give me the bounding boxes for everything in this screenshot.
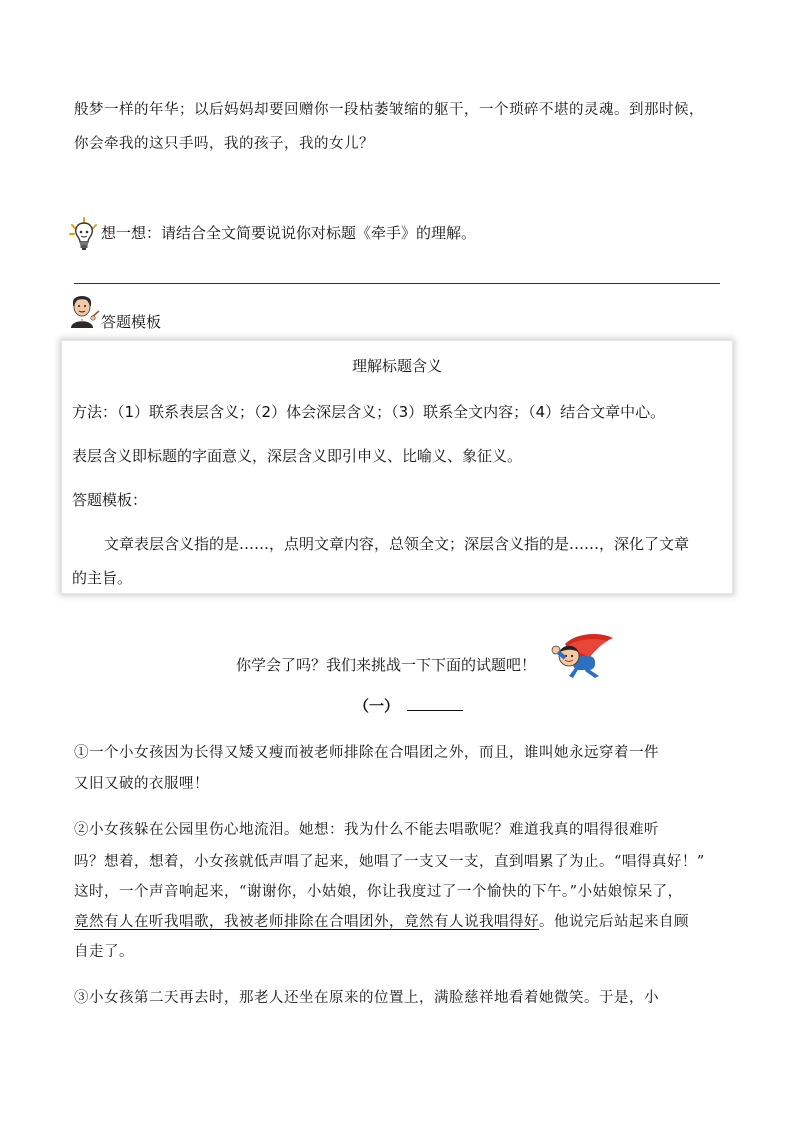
section-number: （一） bbox=[354, 697, 400, 715]
template-answer-line-2: 的主旨。 bbox=[72, 569, 133, 587]
teacher-avatar-icon bbox=[68, 292, 102, 328]
passage-p2-line-3: 这时，一个声音响起来，“谢谢你，小姑娘，你让我度过了一个愉快的下午。”小姑娘惊呆了， bbox=[74, 884, 683, 900]
passage-p2-line-4 bbox=[74, 912, 689, 932]
passage-p2-line-2: 吗？想着，想着，小女孩就低声唱了起来，她唱了一支又一支，直到唱累了为止。“唱得真好！” bbox=[74, 854, 705, 870]
passage-p1-line-1: ①一个小女孩因为长得又矮又瘦而被老师排除在合唱团之外，而且，谁叫她永远穿着一件 bbox=[74, 745, 659, 761]
intro-line-2: 你会牵我的这只手吗，我的孩子，我的女儿？ bbox=[74, 136, 374, 152]
template-header: 答题模板 bbox=[101, 313, 162, 331]
challenge-text: 你学会了吗？我们来挑战一下下面的试题吧！ bbox=[236, 656, 537, 674]
passage-p2-line-5: 自走了。 bbox=[74, 944, 134, 960]
title-blank[interactable] bbox=[407, 696, 463, 711]
passage-p1-line-2: 又旧又破的衣服哩！ bbox=[74, 776, 209, 792]
intro-line-1: 般梦一样的年华；以后妈妈却要回赠你一段枯萎皱缩的躯干，一个琐碎不堪的灵魂。到那时候， bbox=[74, 102, 704, 118]
passage-p2-line-4-rest: 。他说完后站起来自顾 bbox=[539, 914, 689, 930]
section-title bbox=[354, 696, 463, 716]
answer-template-box bbox=[61, 340, 733, 594]
passage-p3-line-1: ③小女孩第二天再去时，那老人还坐在原来的位置上，满脸慈祥地看着她微笑。于是，小 bbox=[74, 990, 659, 1006]
think-prompt: 想一想：请结合全文简要说说你对标题《牵手》的理解。 bbox=[101, 224, 477, 242]
template-meaning: 表层含义即标题的字面意义，深层含义即引申义、比喻义、象征义。 bbox=[72, 447, 523, 465]
template-answer-line-1: 文章表层含义指的是……，点明文章内容，总领全文；深层含义指的是……，深化了文章 bbox=[104, 535, 690, 553]
template-label: 答题模板： bbox=[72, 491, 148, 509]
flying-superhero-icon bbox=[543, 630, 615, 680]
underlined-sentence: 竟然有人在听我唱歌，我被老师排除在合唱团外，竟然有人说我唱得好 bbox=[74, 914, 539, 930]
lightbulb-icon bbox=[68, 217, 100, 253]
template-title: 理解标题含义 bbox=[351, 357, 442, 375]
template-method: 方法：（1）联系表层含义；（2）体会深层含义；（3）联系全文内容；（4）结合文章中心。 bbox=[72, 403, 666, 421]
answer-line[interactable] bbox=[74, 283, 720, 284]
passage-p2-line-1: ②小女孩躲在公园里伤心地流泪。她想：我为什么不能去唱歌呢？难道我真的唱得很难听 bbox=[74, 822, 659, 838]
